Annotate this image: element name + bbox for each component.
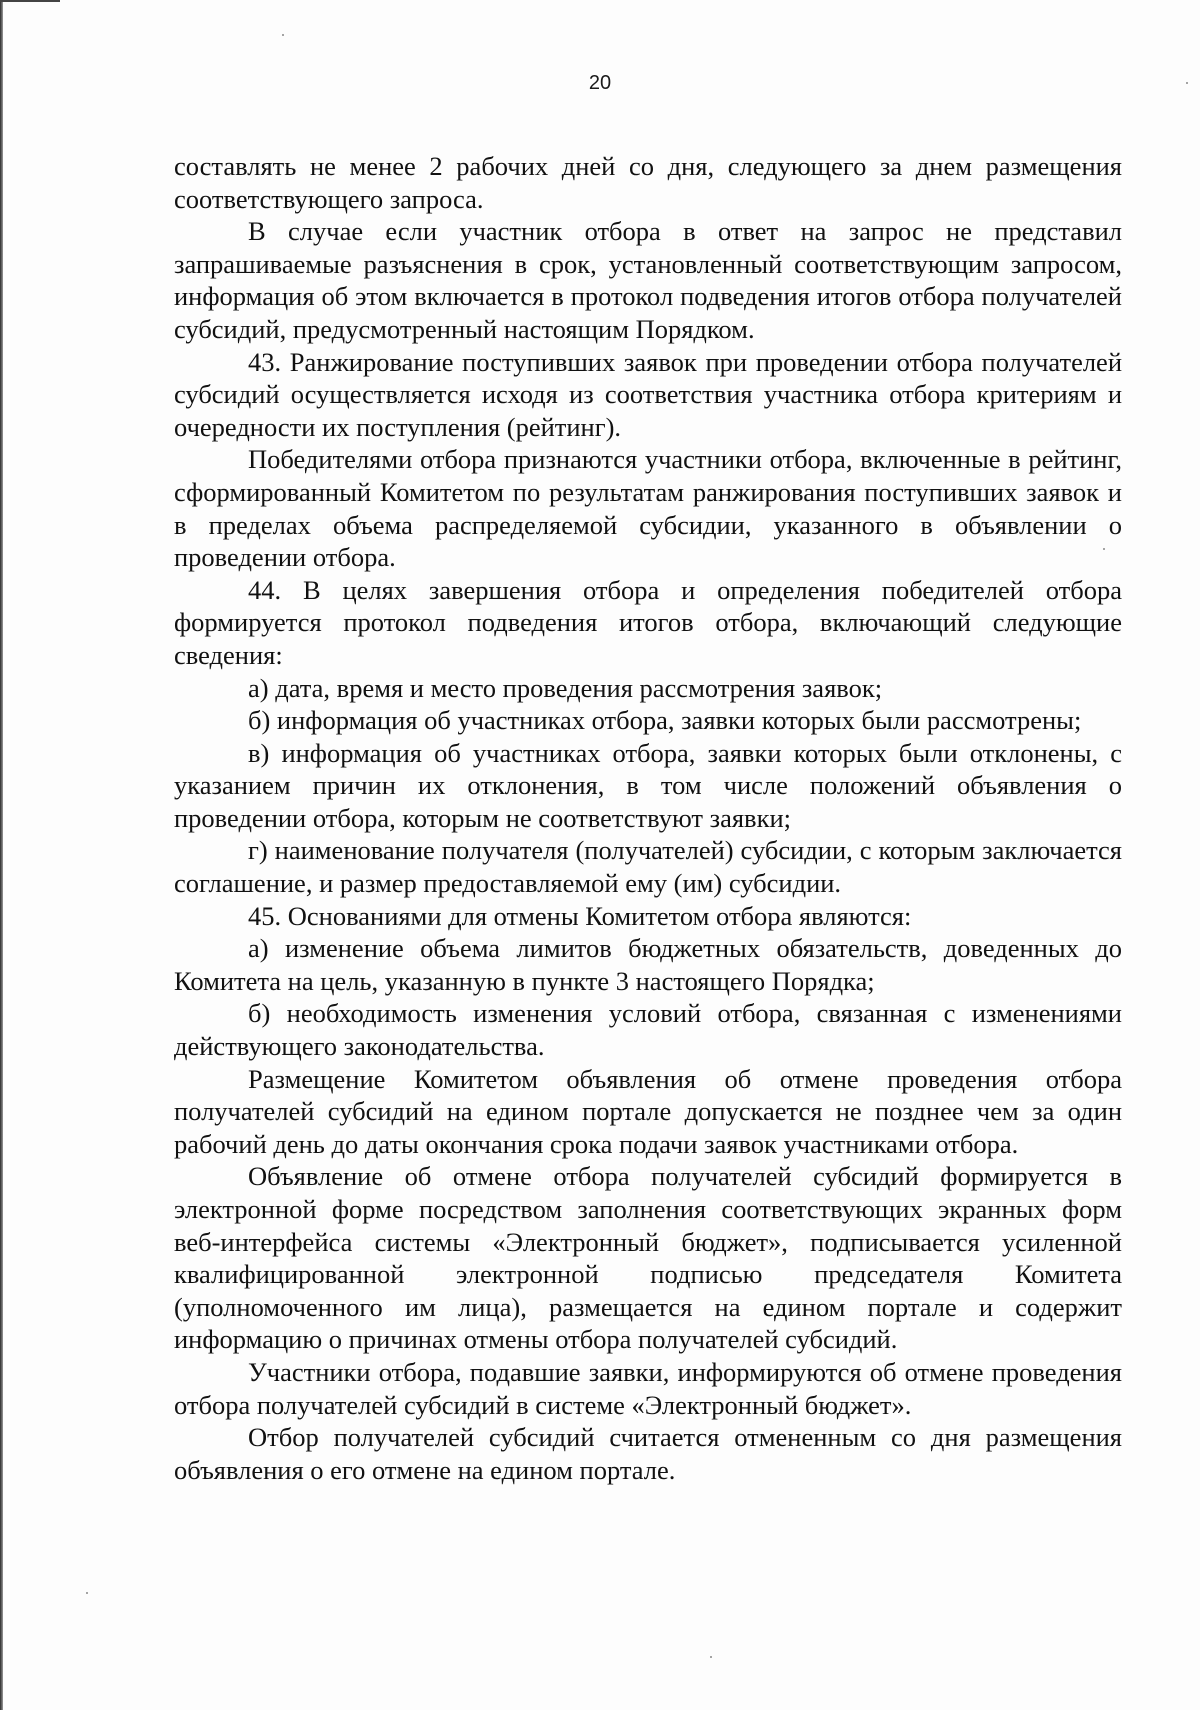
page-number: 20 (588, 72, 612, 94)
paragraph: составлять не менее 2 рабочих дней со дня, следующего за днем размещения соответствующего запроса. (174, 151, 1122, 214)
paragraph: а) изменение объема лимитов бюджетных обязательств, доведенных до Комитета на цель, указанную в пункте 3 настоящего Порядка; (174, 933, 1122, 996)
paragraph: Победителями отбора признаются участники отбора, включенные в рейтинг, сформированный Комитетом по результатам ранжирования поступивших заявок и в пределах объема распределяемой субсидии, указанного в объявлении о проведении отбора. (174, 444, 1122, 573)
paragraph: 44. В целях завершения отбора и определения победителей отбора формируется протокол подведения итогов отбора, включающий следующие сведения: (174, 574, 1122, 670)
paragraph: Участники отбора, подавшие заявки, информируются об отмене проведения отбора получателей субсидий в системе «Электронный бюджет». (174, 1356, 1122, 1420)
paragraph: в) информация об участниках отбора, заявки которых были отклонены, с указанием причин их отклонения, в том числе положений объявления о проведении отбора, которым не соответствуют заявки; (174, 737, 1122, 833)
paragraph: а) дата, время и место проведения рассмотрения заявок; (248, 672, 883, 703)
paragraph: б) информация об участниках отбора, заявки которых были рассмотрены; (248, 705, 1082, 736)
paragraph: г) наименование получателя (получателей) субсидии, с которым заключается соглашение, и размер предоставляемой ему (им) субсидии. (174, 835, 1122, 899)
paragraph: 43. Ранжирование поступивших заявок при проведении отбора получателей субсидий осуществляется исходя из соответствия участника отбора критериям и очередности их поступления (рейтинг). (174, 346, 1122, 442)
paragraph: 45. Основаниями для отмены Комитетом отбора являются: (248, 900, 912, 931)
paragraph: Размещение Комитетом объявления об отмене проведения отбора получателей субсидий на едином портале допускается не позднее чем за один рабочий день до даты окончания срока подачи заявок участниками отбора. (174, 1063, 1122, 1159)
document-body (174, 150, 1122, 1486)
scan-speck (86, 1592, 88, 1594)
scan-edge-mark (0, 0, 60, 2)
paragraph: Объявление об отмене отбора получателей субсидий формируется в электронной форме посредством заполнения соответствующих экранных форм веб-интерфейса системы «Электронный бюджет», подписывается усиленной квалифицированной электронной подписью председателя Комитета (уполномоченного им лица), размещается на едином портале и содержит информацию о причинах отмены отбора получателей субсидий. (174, 1161, 1122, 1355)
scan-speck (282, 34, 284, 36)
paragraph: В случае если участник отбора в ответ на запрос не представил запрашиваемые разъяснения в срок, установленный соответствующим запросом, информация об этом включается в протокол подведения итогов отбора получателей субсидий, предусмотренный настоящим Порядком. (174, 216, 1122, 344)
paragraph: Отбор получателей субсидий считается отмененным со дня размещения объявления о его отмене на едином портале. (174, 1422, 1122, 1485)
scan-speck (710, 1656, 712, 1658)
paragraph: б) необходимость изменения условий отбора, связанная с изменениями действующего законодательства. (174, 998, 1122, 1062)
scan-edge-shadow (0, 0, 3, 1710)
